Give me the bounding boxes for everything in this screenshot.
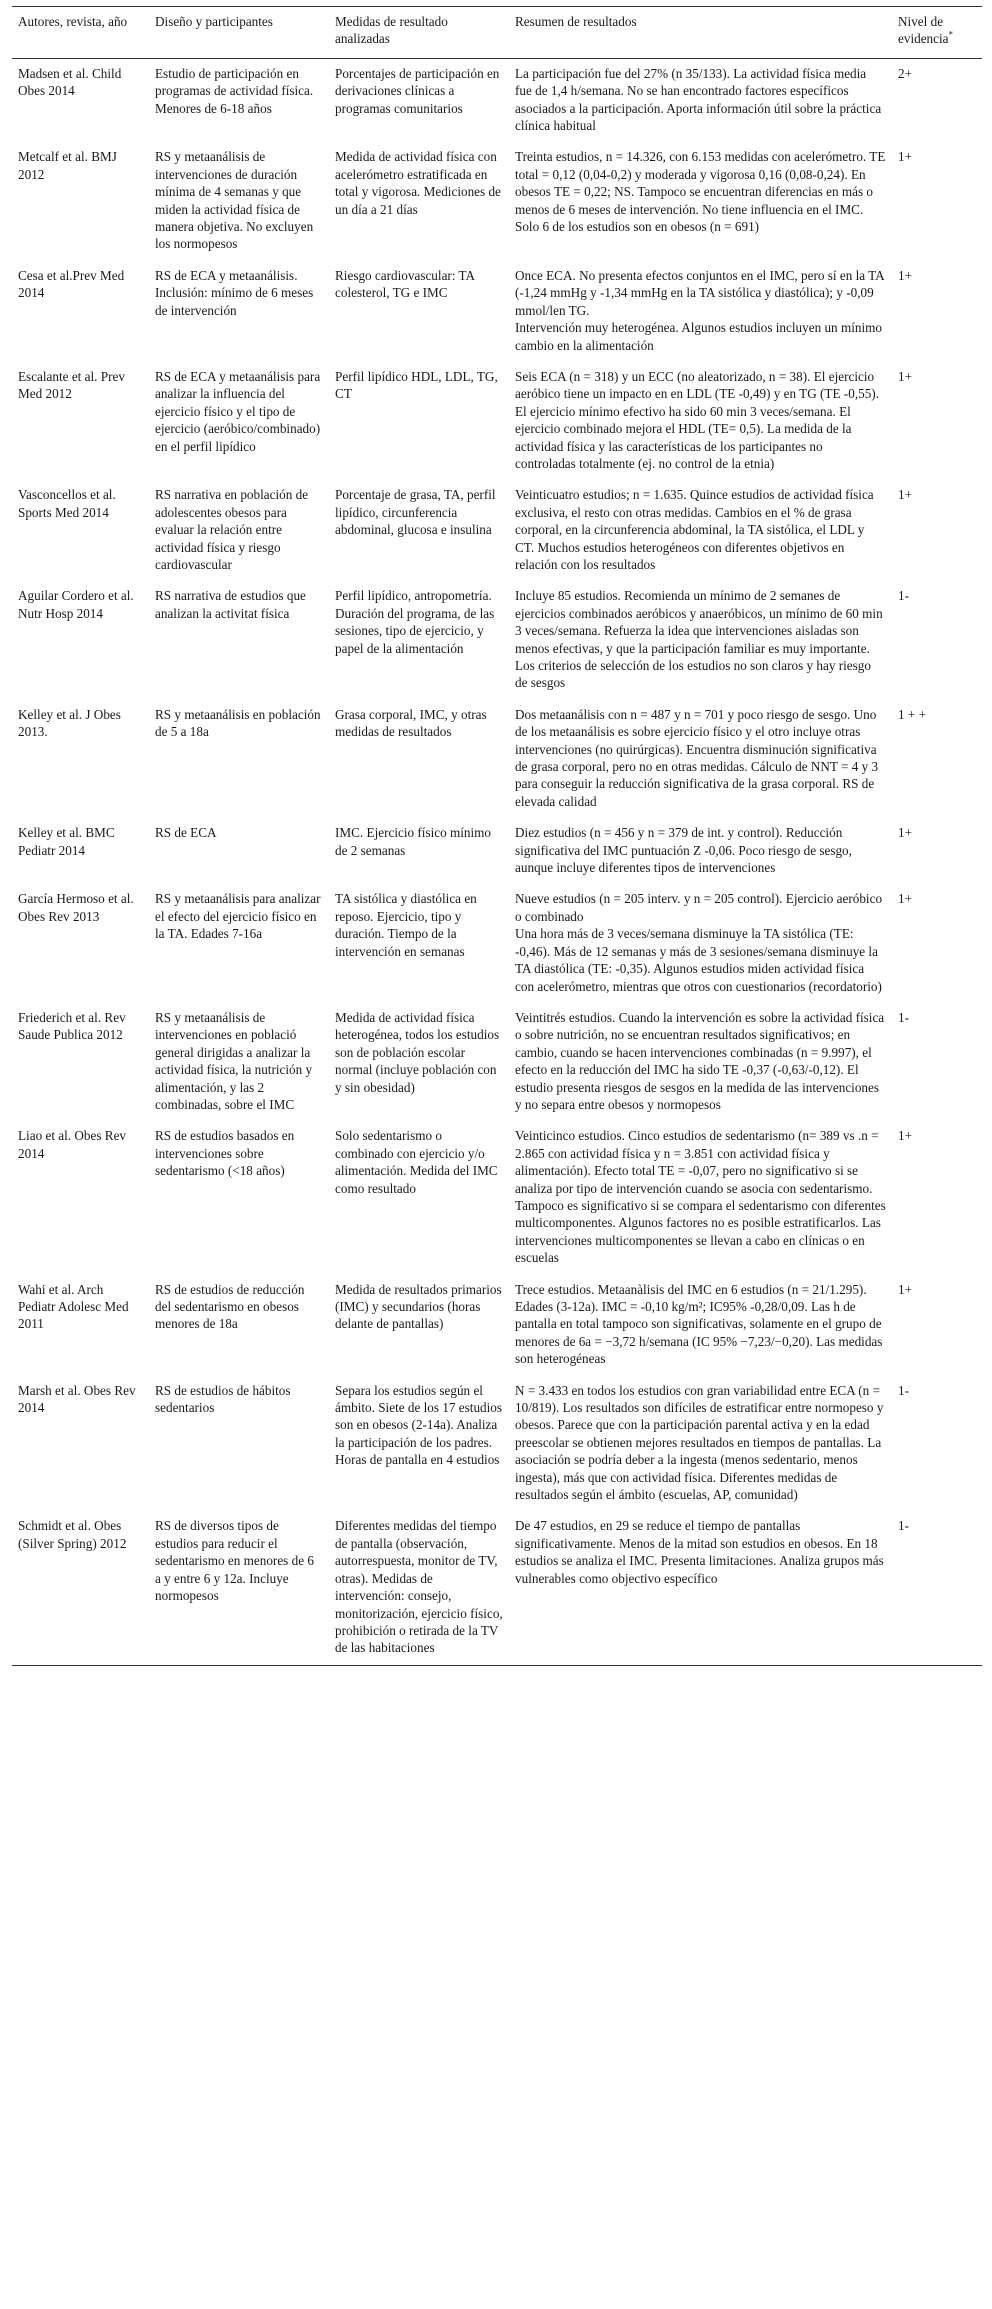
cell-autores: Schmidt et al. Obes (Silver Spring) 2012 bbox=[12, 1511, 149, 1665]
cell-medidas: TA sistólica y diastólica en reposo. Ejercicio, tipo y duración. Tiempo de la intervención en semanas bbox=[335, 891, 477, 959]
header-resumen: Resumen de resultados bbox=[509, 7, 892, 59]
cell-resumen: Treinta estudios, n = 14.326, con 6.153 medidas con acelerómetro. TE total = 0,12 (0,04-0,2) y moderada y vigorosa 0,16 (0,08-0,24). En obesos TE = 0,22; NS. Tampoco se encuentran diferencias en más o menos de 6 meses de intervención. No tiene influencia en el IMC. Solo 6 de los estudios son en obesos (n = 691) bbox=[515, 149, 886, 235]
table-row bbox=[12, 1003, 982, 1121]
table-row bbox=[12, 480, 982, 581]
table-row bbox=[12, 818, 982, 884]
cell-diseno: RS de ECA y metaanálisis. Inclusión: mínimo de 6 meses de intervención bbox=[155, 267, 314, 318]
cell-diseno: RS de ECA y metaanálisis para analizar la influencia del ejercicio físico y el tipo de ejercicio (aeróbico/combinado) en el perfil lipídico bbox=[155, 368, 321, 454]
cell-nivel: 1+ bbox=[898, 1128, 913, 1144]
cell-diseno: RS y metaanálisis para analizar el efecto del ejercicio físico en la TA. Edades 7-16a bbox=[155, 891, 321, 942]
cell-nivel: 1+ bbox=[898, 487, 913, 503]
cell-nivel: 2+ bbox=[898, 65, 913, 81]
header-nivel: Nivel de evidencia* bbox=[892, 7, 982, 59]
table-body bbox=[12, 58, 982, 1665]
cell-resumen: Dos metaanálisis con n = 487 y n = 701 y poco riesgo de sesgo. Uno de los metaanálisis es sobre ejercicio físico y el otro incluye otras intervenciones (no quirúrgicas). Encuentra disminución significativa de grasa corporal, pero no en otras medidas. Cálculo de NNT = 4 y 3 para conseguir la reducción significativa de la grasa corporal. RS de elevada calidad bbox=[515, 706, 879, 809]
cell-autores: Liao et al. Obes Rev 2014 bbox=[18, 1128, 127, 1161]
table-row bbox=[12, 261, 982, 362]
cell-autores: Metcalf et al. BMJ 2012 bbox=[18, 149, 117, 182]
cell-autores: Kelley et al. J Obes 2013. bbox=[18, 706, 121, 740]
table-row bbox=[12, 58, 982, 142]
header-row bbox=[12, 7, 982, 59]
cell-resumen: Once ECA. No presenta efectos conjuntos en el IMC, pero sí en la TA (-1,24 mmHg y -1,34 mmHg en la TA sistólica y diastólica); y -0,09 mmol/len TG. Intervención muy heterogénea. Algunos estudios incluyen un mínimo cambio en la alimentación bbox=[515, 267, 884, 353]
cell-resumen: Trece estudios. Metaanàlisis del IMC en 6 estudios (n = 21/1.295). Edades (3-12a). IMC = -0,10 kg/m²; IC95% -0,28/0,09. Las h de pantalla en total tampoco son significativas, solamente en el grupo de menores de 6a = −3,72 h/semana (IC 95% −7,23/−0,20). Las medidas son heterogéneas bbox=[515, 1281, 883, 1367]
table-row bbox=[12, 581, 982, 699]
cell-nivel: 1 + + bbox=[898, 706, 927, 722]
cell-autores: Kelley et al. BMC Pediatr 2014 bbox=[18, 825, 115, 858]
cell-diseno: RS narrativa de estudios que analizan la activitat física bbox=[155, 588, 306, 621]
cell-resumen: Veinticuatro estudios; n = 1.635. Quince estudios de actividad física exclusiva, el resto con otras medidas. Cambios en el % de grasa corporal, en la circunferencia abdominal, la TA sistólica, el LDL y CT. Muchos estudios heterogéneos con diferentes objetivos en relación con los resultados bbox=[515, 487, 874, 572]
table-row bbox=[12, 1511, 982, 1665]
cell-nivel: 1- bbox=[898, 1382, 909, 1398]
cell-autores: Aguilar Cordero et al. Nutr Hosp 2014 bbox=[18, 588, 134, 621]
cell-medidas: Perfil lipídico HDL, LDL, TG, CT bbox=[335, 368, 498, 402]
cell-diseno: RS y metaanálisis de intervenciones en població general dirigidas a analizar la actividad física, la nutrición y alimentación, y las 2 combinadas, sobre el IMC bbox=[155, 1009, 313, 1112]
cell-diseno: RS y metaanálisis de intervenciones de duración mínima de 4 semanas y que miden la actividad física de manera objetiva. No excluyen los normopesos bbox=[155, 149, 314, 252]
cell-nivel: 1+ bbox=[898, 825, 913, 841]
cell-autores: García Hermoso et al. Obes Rev 2013 bbox=[18, 891, 134, 924]
header-medidas: Medidas de resultado analizadas bbox=[329, 7, 509, 59]
cell-nivel: 1+ bbox=[898, 149, 913, 165]
cell-nivel: 1- bbox=[898, 588, 909, 604]
cell-diseno: RS de estudios de reducción del sedentarismo en obesos menores de 18a bbox=[155, 1281, 305, 1332]
cell-medidas: Porcentaje de grasa, TA, perfil lipídico, circunferencia abdominal, glucosa e insulina bbox=[335, 487, 496, 538]
cell-autores: Madsen et al. Child Obes 2014 bbox=[18, 65, 122, 99]
cell-medidas: Medida de resultados primarios (IMC) y secundarios (horas delante de pantallas) bbox=[335, 1281, 502, 1332]
cell-resumen: N = 3.433 en todos los estudios con gran variabilidad entre ECA (n = 10/819). Los resultados son difíciles de estratificar entre normopeso y obesos. Parece que con la participación parental activa y en la edad preescolar se obtienen mejores resultados en tiempos de pantallas. La asociación se podría deber a la ingesta (menos sedentario, menos ingesta), más que con actividad física. Diferentes medidas de resultados según el ámbito (escuelas, AP, comunidad) bbox=[515, 1382, 884, 1503]
cell-diseno: Estudio de participación en programas de actividad física. Menores de 6-18 años bbox=[155, 65, 314, 116]
header-diseno: Diseño y participantes bbox=[149, 7, 329, 59]
cell-medidas: Riesgo cardiovascular: TA colesterol, TG e IMC bbox=[335, 267, 475, 301]
cell-autores: Escalante et al. Prev Med 2012 bbox=[18, 368, 125, 402]
cell-diseno: RS de estudios basados en intervenciones sobre sedentarismo (<18 años) bbox=[155, 1128, 295, 1179]
table-header bbox=[12, 7, 982, 59]
cell-resumen: Veinticinco estudios. Cinco estudios de sedentarismo (n= 389 vs .n = 2.865 con actividad física y n = 3.851 con actividad física y alimentación). Efecto total TE = -0,07, pero no significativo si se analiza por tipo de intervención cuando se asocia con sedentarismo. Tampoco es significativo si se compara el sedentarismo con diferentes multicomponentes. Algunos factores no es posible estratificarlos. Las intervenciones multicomponentes se llevan a cabo en clínicas o en escuelas bbox=[515, 1128, 886, 1266]
cell-medidas: Grasa corporal, IMC, y otras medidas de resultados bbox=[335, 706, 487, 740]
cell-medidas: Medida de actividad física heterogénea, todos los estudios son de población escolar normal (incluye población con y sin obesidad) bbox=[335, 1009, 500, 1095]
cell-resumen: La participación fue del 27% (n 35/133). La actividad física media fue de 1,4 h/semana. No se han encontrado factores específicos asociados a la participación. Aporta información útil sobre la práctica clínica habitual bbox=[515, 65, 882, 134]
cell-autores: Marsh et al. Obes Rev 2014 bbox=[18, 1382, 136, 1416]
cell-resumen: Incluye 85 estudios. Recomienda un mínimo de 2 semanes de ejercicios combinados aeróbicos y anaeróbicos, un mínimo de 60 min 3 veces/semana. Refuerza la idea que intervenciones aisladas son menos efectivas, y que la participación familiar es muy importante. Los criterios de selección de los estudios no son claros y hay riesgo de sesgos bbox=[515, 588, 883, 691]
cell-resumen: Seis ECA (n = 318) y un ECC (no aleatorizado, n = 38). El ejercicio aeróbico tiene un impacto en en LDL (TE -0,49) y en TG (TE -0,55). El ejercicio mínimo efectivo ha sido 60 min 3 veces/semana. El ejercicio combinado mejora el HDL (TE= 0,5). La medida de la actividad física y las características de los participantes no controladas totalmente (ej. no control de la etnia) bbox=[515, 368, 879, 471]
cell-nivel: 1+ bbox=[898, 267, 913, 283]
cell-nivel: 1+ bbox=[898, 368, 913, 384]
cell-diseno: RS de estudios de hábitos sedentarios bbox=[155, 1382, 291, 1416]
table-row bbox=[12, 884, 982, 1002]
cell-medidas: Solo sedentarismo o combinado con ejercicio y/o alimentación. Medida del IMC como resultado bbox=[335, 1128, 498, 1196]
cell-resumen: Diez estudios (n = 456 y n = 379 de int. y control). Reducción significativa del IMC puntuación Z -0,06. Poco riesgo de sesgo, aunque incluye diferentes tipos de intervenciones bbox=[515, 825, 852, 876]
cell-autores: Vasconcellos et al. Sports Med 2014 bbox=[18, 487, 116, 520]
cell-diseno: RS y metaanálisis en población de 5 a 18a bbox=[155, 706, 321, 740]
cell-medidas: Porcentajes de participación en derivaciones clínicas a programas comunitarios bbox=[335, 65, 500, 116]
cell-autores: Wahi et al. Arch Pediatr Adolesc Med 2011 bbox=[18, 1281, 129, 1332]
cell-resumen: Veintitrés estudios. Cuando la intervención es sobre la actividad física o sobre nutrición, no se encuentran resultados significativos; en cambio, cuando se hacen intervenciones combinadas (n = 9.997), el efecto en la reducción del IMC ha sido TE -0,37 (-0,63/-0,12). El estudio presenta riesgos de sesgos en la medida de las intervenciones y no separa entre obesos y normopesos bbox=[515, 1009, 885, 1112]
cell-diseno: RS de ECA bbox=[155, 825, 217, 841]
cell-autores: Friederich et al. Rev Saude Publica 2012 bbox=[18, 1009, 126, 1043]
cell-diseno: RS de diversos tipos de estudios para reducir el sedentarismo en menores de 6 a y entre 6 y 12a. Incluye normopesos bbox=[149, 1511, 329, 1665]
table-row bbox=[12, 1376, 982, 1512]
cell-medidas: Perfil lipídico, antropometría. Duración del programa, de las sesiones, tipo de ejercicio, y papel de la alimentación bbox=[335, 588, 495, 656]
table-row bbox=[12, 1121, 982, 1274]
cell-nivel: 1+ bbox=[898, 1281, 913, 1297]
cell-resumen: Nueve estudios (n = 205 interv. y n = 205 control). Ejercicio aeróbico o combinado Una hora más de 3 veces/semana disminuye la TA sistólica (TE: -0,46). Más de 12 semanas y más de 3 sesiones/semana disminuye la TA diastólica (TE: -0,35). Algunos estudios miden actividad física con acelerómetro, mientras que otros con cuestionarios (recordatorio) bbox=[515, 891, 883, 994]
cell-autores: Cesa et al.Prev Med 2014 bbox=[18, 267, 125, 301]
cell-nivel: 1+ bbox=[898, 891, 913, 907]
cell-medidas: Separa los estudios según el ámbito. Siete de los 17 estudios son en obesos (2-14a). Analiza la participación de los padres. Horas de pantalla en 4 estudios bbox=[335, 1382, 503, 1468]
cell-nivel: 1- bbox=[892, 1511, 982, 1665]
cell-resumen: De 47 estudios, en 29 se reduce el tiempo de pantallas significativamente. Menos de la mitad son estudios en obesos. En 18 estudios se analiza el IMC. Presenta limitaciones. Analiza grupos más vulnerables como objectivo específico bbox=[509, 1511, 892, 1665]
cell-diseno: RS narrativa en población de adolescentes obesos para evaluar la relación entre actividad física y riesgo cardiovascular bbox=[155, 487, 309, 572]
table-row bbox=[12, 1275, 982, 1376]
cell-medidas: Diferentes medidas del tiempo de pantalla (observación, autorrespuesta, monitor de TV, otras). Medidas de intervención: consejo, monitorización, ejercicio físico, prohibición o retirada de la TV de las habitaciones bbox=[329, 1511, 509, 1665]
table-row bbox=[12, 142, 982, 260]
cell-nivel: 1- bbox=[898, 1009, 909, 1025]
cell-medidas: Medida de actividad física con acelerómetro estratificada en total y vigorosa. Mediciones de un día a 21 días bbox=[335, 149, 501, 217]
evidence-footnote-marker: * bbox=[948, 30, 954, 41]
table-row bbox=[12, 700, 982, 818]
cell-medidas: IMC. Ejercicio físico mínimo de 2 semanas bbox=[335, 825, 492, 858]
header-autores: Autores, revista, año bbox=[12, 7, 149, 59]
table-row bbox=[12, 362, 982, 480]
evidence-table bbox=[12, 6, 982, 1666]
